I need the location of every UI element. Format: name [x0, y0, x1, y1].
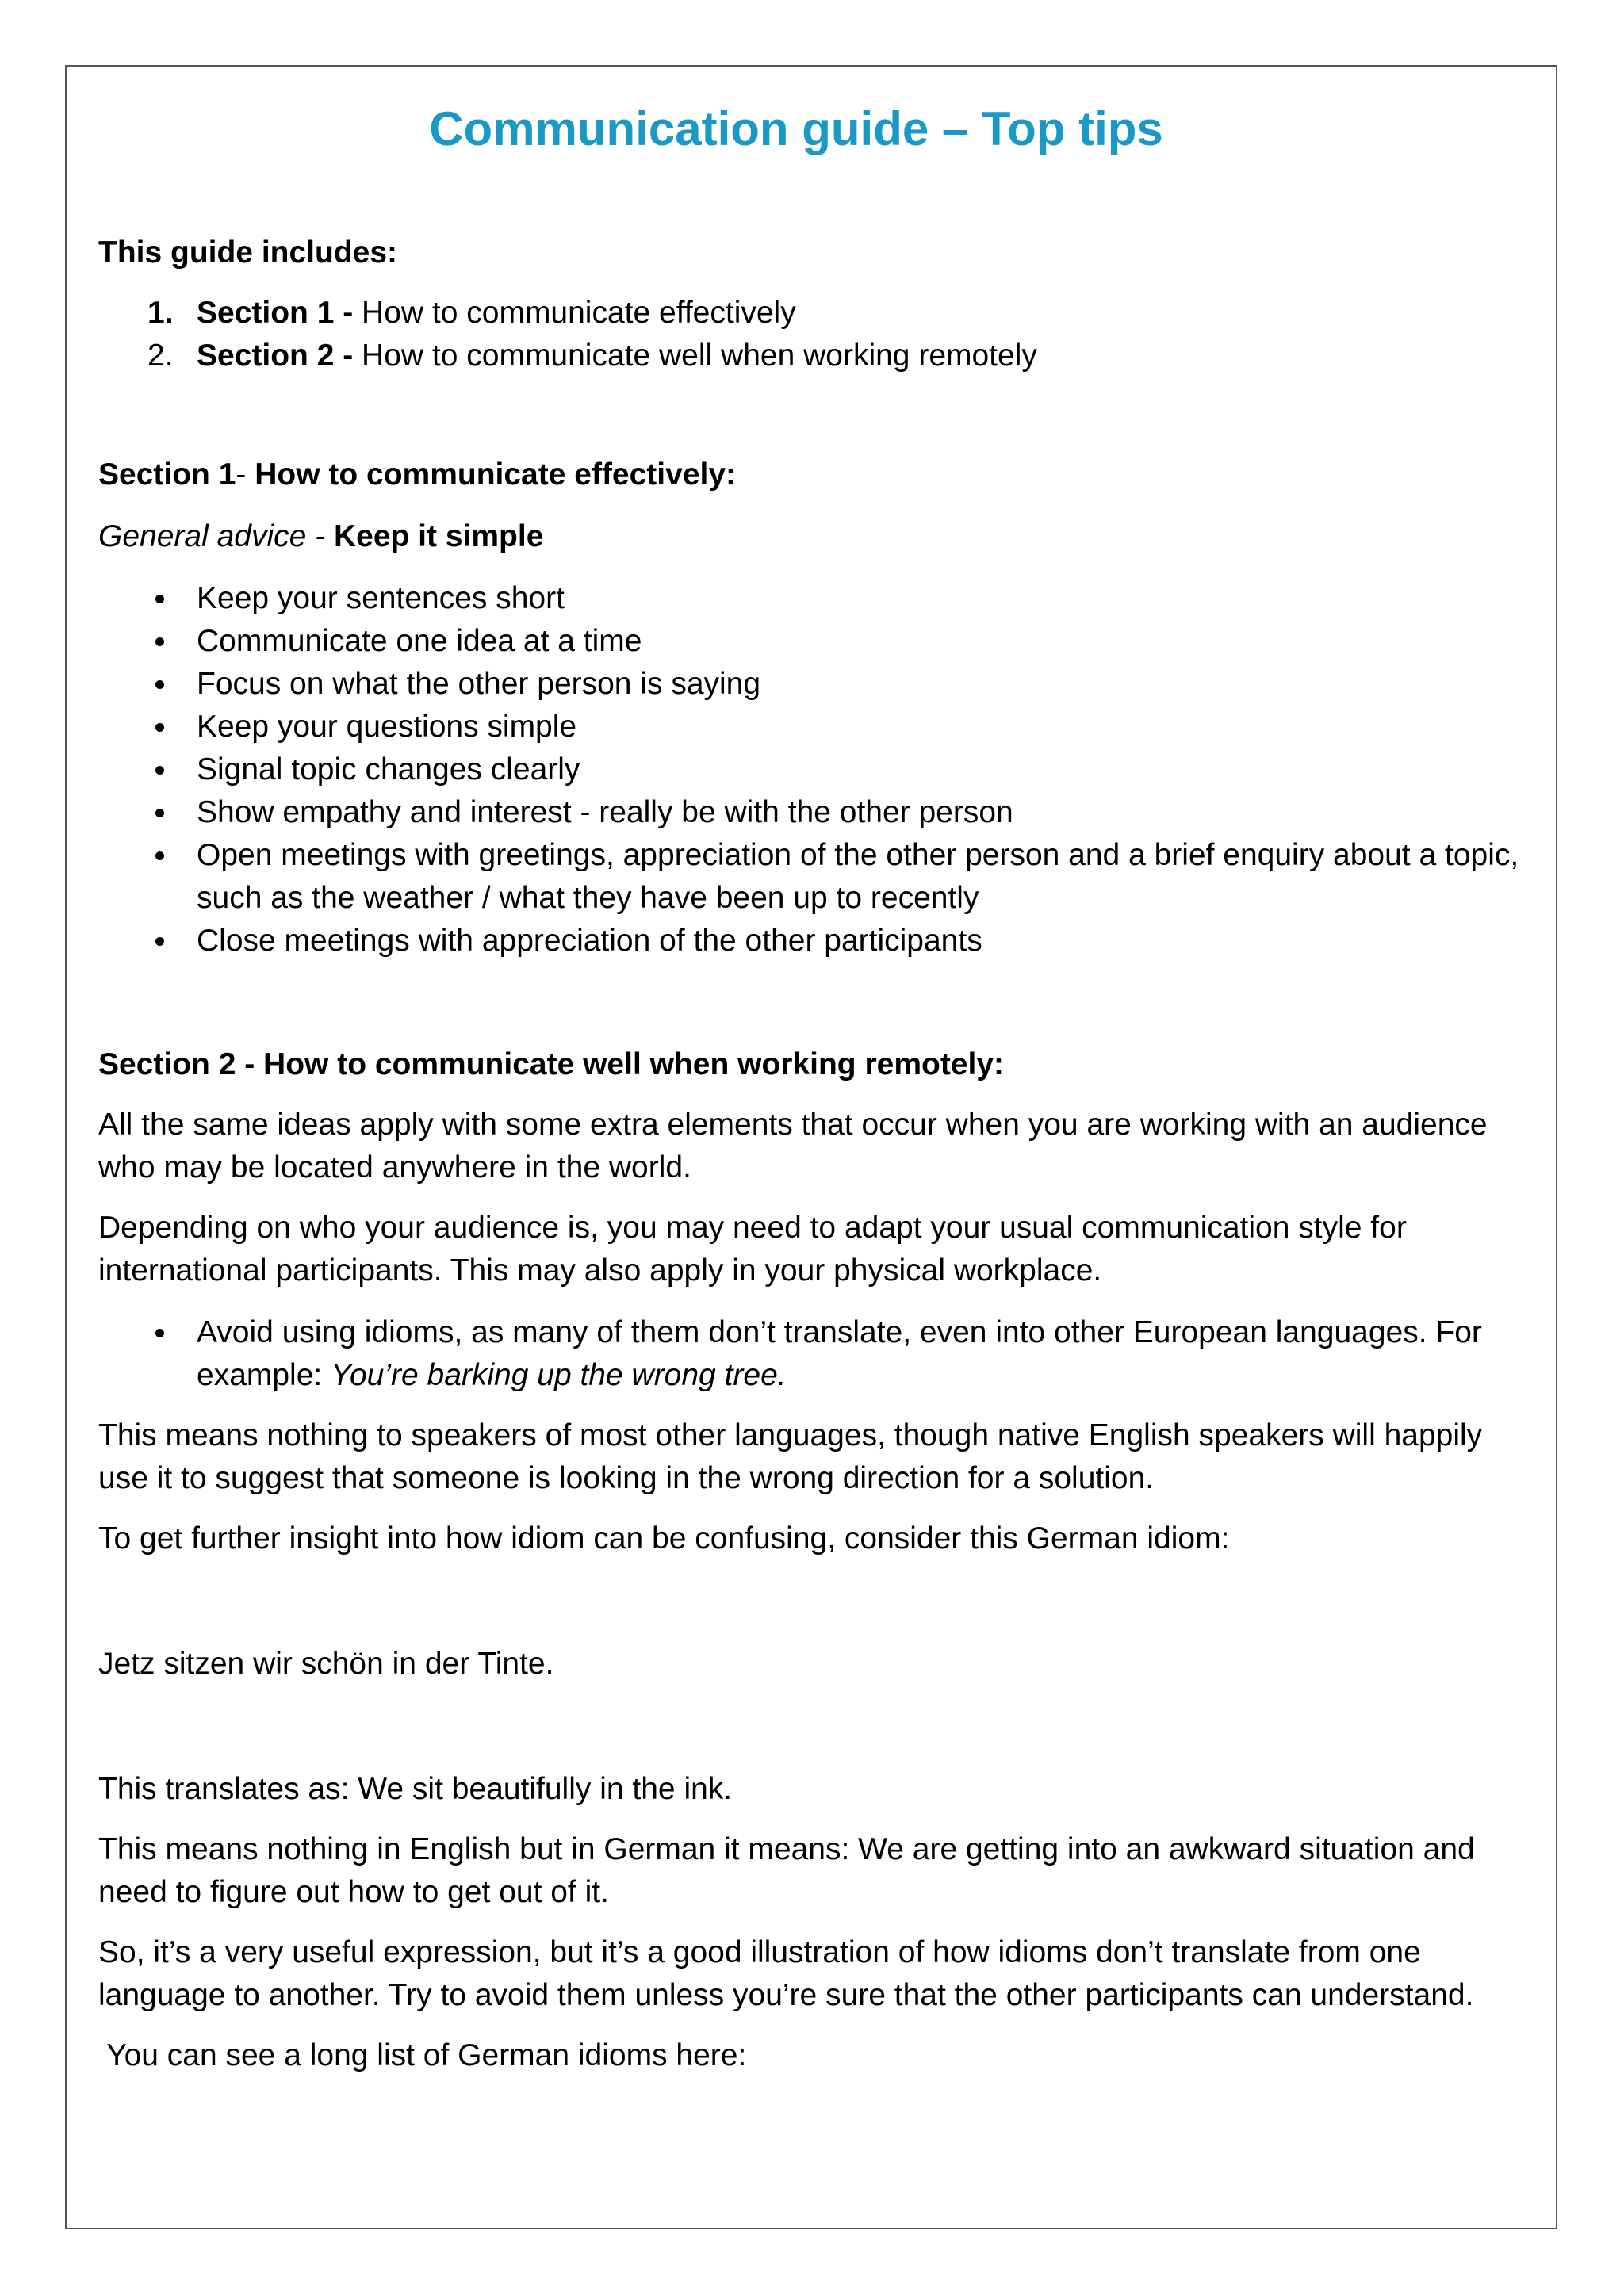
section2-bullet-list: [98, 1311, 1526, 1397]
list-item: [98, 1311, 1526, 1397]
list-item: [98, 920, 1526, 962]
bullet-icon: [155, 1329, 164, 1337]
list-item: [98, 620, 1526, 663]
section2-paragraph-1: All the same ideas apply with some extra elements that occur when you are working with an audience who may be located anywhere in the world.: [98, 1108, 1488, 1184]
bullet-icon: [155, 937, 164, 946]
list-item-text: Show empathy and interest - really be with the other person: [197, 795, 1013, 829]
section1-heading-part: Section 1: [98, 457, 236, 492]
document-title: Communication guide – Top tips: [429, 102, 1163, 155]
bullet-icon: [155, 723, 164, 732]
intro-item-1: [98, 292, 1526, 335]
bullet-icon: [155, 637, 164, 646]
bullet-icon: [155, 851, 164, 860]
list-item: [98, 791, 1526, 834]
section2-paragraph-7: So, it’s a very useful expression, but it’s a good illustration of how idioms don’t translate from one language to another. Try to avoid them unless you’re sure that the other participants can understand.: [98, 1935, 1474, 2012]
intro-item-text: How to communicate well when working remotely: [362, 339, 1037, 373]
intro-heading: This guide includes:: [98, 235, 398, 270]
intro-item-text: How to communicate effectively: [362, 296, 796, 330]
list-number: 2.: [147, 339, 174, 373]
section1-heading-part: How to communicate effectively:: [255, 457, 737, 492]
list-item-text: Open meetings with greetings, appreciation of the other person and a brief enquiry about a topic, such as the weather / what they have been up to recently: [197, 838, 1519, 915]
section2-paragraph-2: Depending on who your audience is, you may need to adapt your usual communication style for international participants. This may also apply in your physical workplace.: [98, 1211, 1407, 1288]
section2-paragraph-4: To get further insight into how idiom can be confusing, consider this German idiom:: [98, 1521, 1230, 1556]
section2-heading: Section 2 - How to communicate well when working remotely:: [98, 1047, 1005, 1081]
section2-paragraph-6: This means nothing in English but in German it means: We are getting into an awkward situation and need to figure out how to get out of it.: [98, 1832, 1475, 1909]
list-item-text: Keep your sentences short: [197, 581, 565, 615]
bullet-icon: [155, 809, 164, 817]
list-item: [98, 748, 1526, 791]
list-item: [98, 834, 1526, 920]
list-item-text: Signal topic changes clearly: [197, 752, 580, 786]
section1-subheading: [98, 515, 1526, 558]
bullet-icon: [155, 680, 164, 689]
section1-heading: [98, 453, 1526, 496]
bullet-icon: [155, 595, 164, 603]
list-item: [98, 577, 1526, 620]
list-item-text: Keep your questions simple: [197, 710, 577, 744]
section2-paragraph-3: This means nothing to speakers of most other languages, though native English speakers will happily use it to suggest that someone is looking in the wrong direction for a solution.: [98, 1418, 1483, 1495]
intro-item-label: Section 2 -: [197, 339, 362, 373]
section1-heading-sep: -: [236, 457, 255, 492]
intro-item-2: [98, 335, 1526, 377]
list-item-text: Avoid using idioms, as many of them don’t translate, even into other European languages. For example:: [197, 1315, 1482, 1392]
list-number: 1.: [147, 296, 174, 330]
german-idiom: Jetz sitzen wir schön in der Tinte.: [98, 1647, 554, 1681]
list-item: [98, 706, 1526, 748]
list-item-text: Close meetings with appreciation of the other participants: [197, 924, 982, 958]
subheading-italic: General advice -: [98, 519, 334, 553]
idiom-example: You’re barking up the wrong tree.: [331, 1358, 787, 1392]
document-body: [98, 94, 1526, 2077]
list-item-text: Focus on what the other person is saying: [197, 667, 761, 701]
list-item-text: Communicate one idea at a time: [197, 624, 642, 658]
intro-item-label: Section 1 -: [197, 296, 362, 330]
section2-paragraph-5: This translates as: We sit beautifully in the ink.: [98, 1772, 733, 1806]
bullet-icon: [155, 766, 164, 775]
list-item: [98, 663, 1526, 706]
section1-bullet-list: [98, 577, 1526, 962]
intro-list: [98, 292, 1526, 377]
subheading-bold: Keep it simple: [333, 519, 544, 553]
section2-paragraph-8: You can see a long list of German idioms here:: [98, 2038, 747, 2072]
